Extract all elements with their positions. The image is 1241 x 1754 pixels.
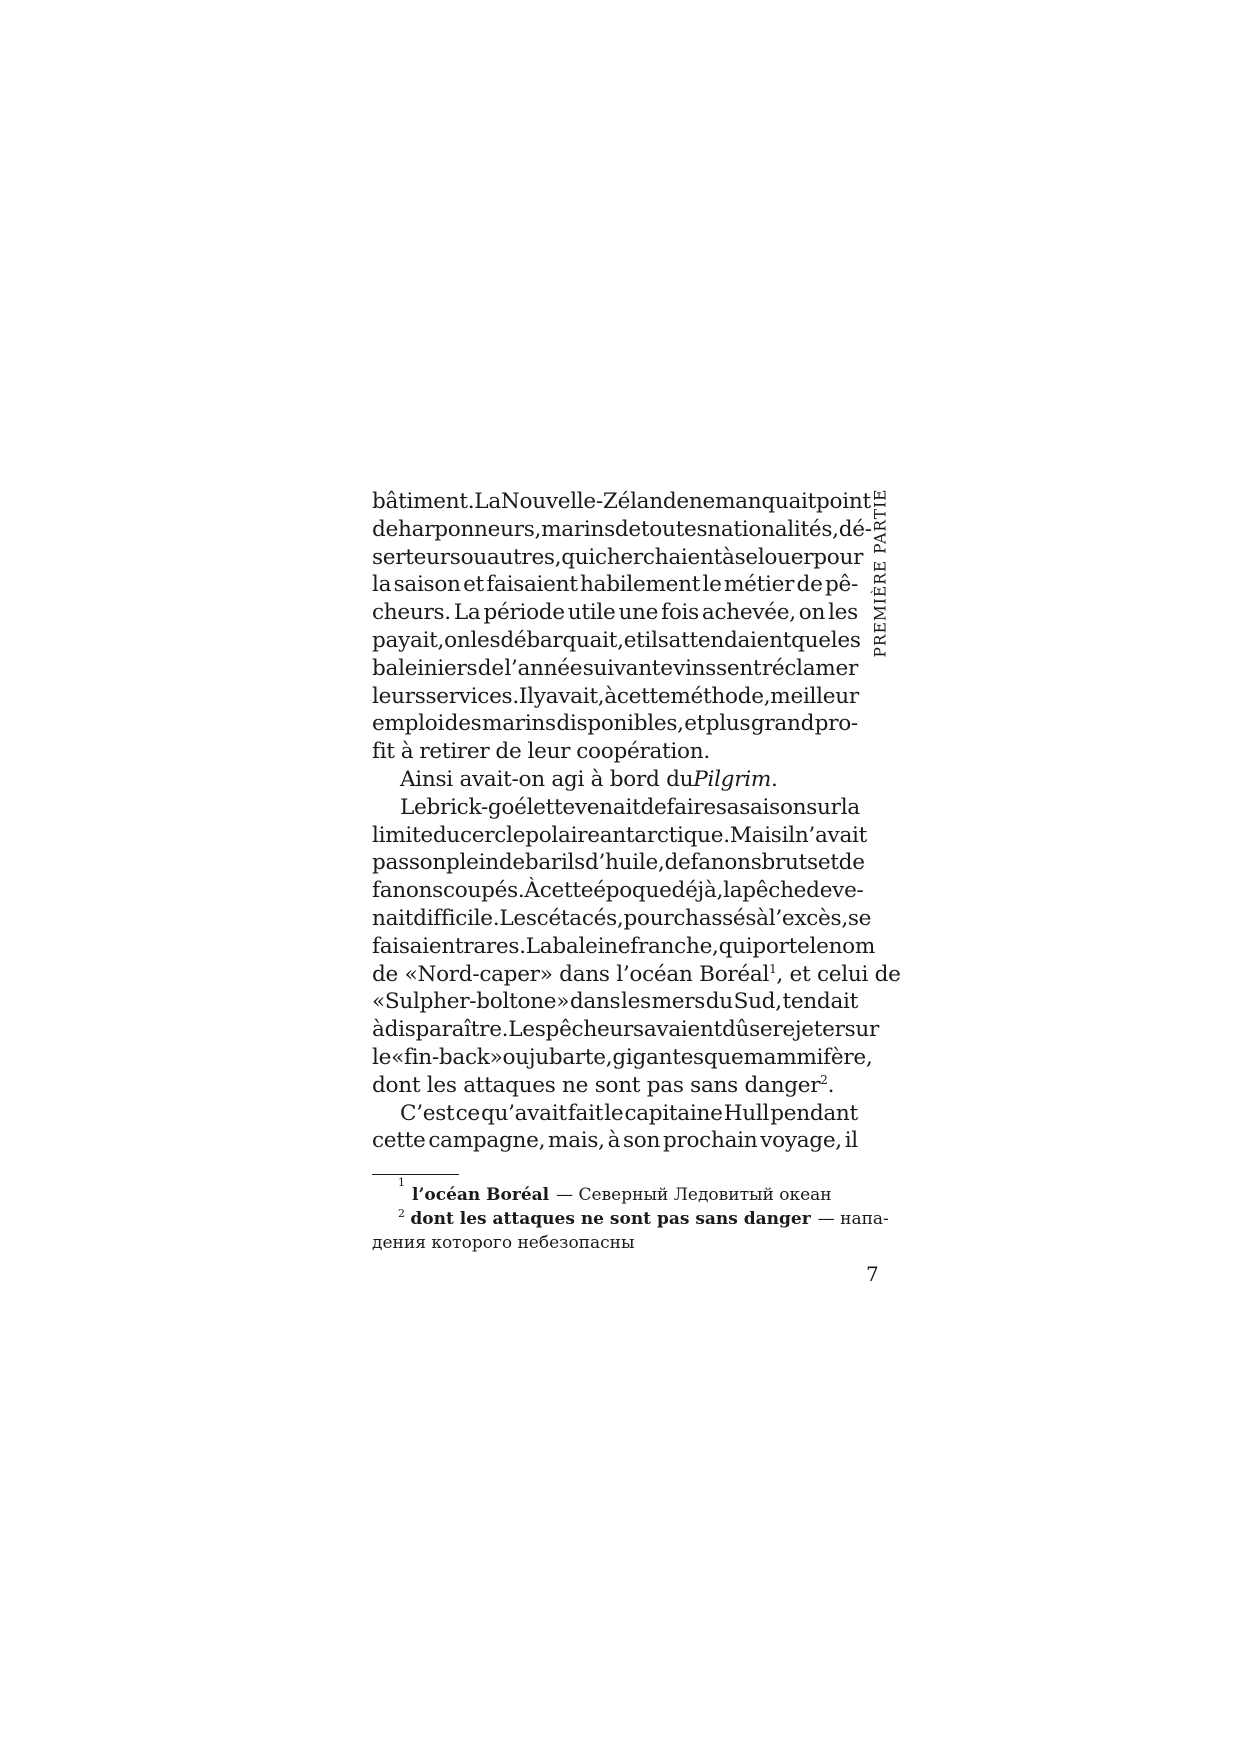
word: dé-	[838, 516, 872, 542]
word: emploi	[372, 711, 445, 737]
body-line-boreal	[372, 961, 901, 989]
word: ou	[460, 544, 487, 570]
word: difficile.	[413, 905, 500, 931]
word: fanons	[372, 878, 443, 904]
word: faisaient	[486, 572, 578, 598]
word: bâtiment.	[372, 489, 475, 514]
word: pêche	[742, 878, 807, 904]
word: «fin-back»	[391, 1044, 503, 1070]
word: y	[533, 683, 546, 709]
word: les	[621, 989, 651, 1015]
body-line	[372, 516, 872, 544]
running-head	[868, 488, 892, 658]
word: fois	[661, 600, 699, 626]
word: de	[498, 850, 525, 876]
word: attendaient	[668, 627, 792, 653]
word: jubarte,	[528, 1044, 613, 1070]
word: mammifère,	[743, 1044, 873, 1070]
word: nait	[372, 905, 414, 931]
word: Mais	[729, 822, 782, 848]
word: nationalités,	[707, 516, 839, 542]
word: n’avait	[794, 822, 868, 848]
paragraph-2	[372, 794, 876, 961]
word: porte	[752, 933, 810, 959]
word: pas	[372, 850, 409, 876]
body-line	[372, 627, 861, 655]
word: la	[372, 572, 392, 598]
body-line-pilgrim	[372, 766, 858, 794]
body-line	[372, 1016, 880, 1044]
word: Il	[518, 683, 534, 709]
body-line	[372, 933, 876, 961]
word: cette	[539, 878, 594, 904]
word: on	[798, 600, 826, 626]
word: cercle	[460, 822, 526, 848]
word: brick-goélette	[426, 794, 575, 820]
word: pêcheurs	[545, 1017, 644, 1043]
word: disponibles,	[556, 711, 684, 737]
word: avait,	[545, 683, 605, 709]
word: baleiniers	[372, 655, 478, 681]
footnote-2-continued	[372, 1231, 858, 1255]
word: avaient	[643, 1017, 722, 1043]
word: sur	[806, 794, 841, 820]
word: l’excès,	[768, 905, 848, 931]
word: harponneurs,	[398, 516, 542, 542]
word: campagne,	[428, 1128, 546, 1154]
footnote-2-term: dont les attaques ne sont pas sans danger	[410, 1209, 811, 1229]
footnote-1-number: 1	[398, 1176, 405, 1189]
word: disparaître.	[384, 1017, 509, 1043]
word: Les	[508, 1017, 546, 1043]
pilgrim-line-before: Ainsi avait-on agi à bord du	[400, 766, 694, 792]
body-line	[372, 794, 858, 822]
footnote-ref-2[interactable]: 2	[820, 1072, 828, 1087]
word: deve-	[806, 878, 864, 904]
body-line	[372, 905, 872, 933]
word: de	[664, 850, 691, 876]
word: faire	[666, 794, 716, 820]
word: que	[791, 627, 831, 653]
word: plein	[445, 850, 499, 876]
word: il	[844, 1128, 858, 1154]
word: son	[408, 850, 446, 876]
page-number: 7	[866, 1262, 879, 1286]
word: tendait	[782, 989, 858, 1015]
word: fanons	[690, 850, 762, 876]
word: plus	[705, 711, 751, 737]
word: à	[756, 905, 769, 931]
word: de	[838, 850, 865, 876]
word: nom	[828, 933, 876, 959]
word: autres,	[486, 544, 562, 570]
word: bruts	[761, 850, 818, 876]
word: déjà,	[671, 878, 724, 904]
word: marins	[541, 516, 615, 542]
word: le	[372, 1044, 392, 1070]
word: pour	[813, 544, 864, 570]
body-line	[372, 599, 858, 627]
paragraph-1	[372, 488, 872, 766]
body-line	[372, 488, 871, 516]
word: pourchassés	[623, 905, 757, 931]
word: vinssent	[673, 655, 762, 681]
body-line	[372, 571, 858, 599]
word: pro-	[814, 711, 858, 737]
footnote-1	[372, 1176, 858, 1207]
word: rares.	[463, 933, 526, 959]
word: de	[640, 794, 667, 820]
word: point	[816, 489, 871, 514]
word: saison	[393, 572, 461, 598]
word: de	[796, 572, 823, 598]
word: coopération.	[576, 739, 710, 765]
body-line	[372, 1100, 858, 1128]
word: marins	[482, 711, 556, 737]
word: méthode,	[670, 683, 771, 709]
word: services.	[425, 683, 519, 709]
word: et	[463, 572, 484, 598]
word: une	[618, 600, 659, 626]
word: époque	[593, 878, 672, 904]
word: son	[623, 1128, 661, 1154]
word: sur	[844, 1017, 880, 1043]
word: cétacés,	[536, 905, 624, 931]
word: à	[721, 544, 735, 570]
word: le	[702, 572, 722, 598]
word: saison	[739, 794, 807, 820]
footnote-2	[372, 1207, 889, 1231]
danger-line-text	[372, 1072, 834, 1100]
footnote-2-gloss-line2: дения которого небезопасны	[372, 1233, 635, 1253]
footnote-2-number: 2	[398, 1207, 405, 1220]
word: mais,	[548, 1128, 605, 1154]
pilgrim-italic: Pilgrim	[693, 766, 772, 792]
word: La	[474, 489, 501, 514]
word: venait	[574, 794, 641, 820]
word: cette	[616, 683, 671, 709]
body-line	[372, 822, 868, 850]
word: rejeter	[772, 1017, 845, 1043]
body-line	[372, 1044, 873, 1072]
word: le	[809, 933, 829, 959]
word: il	[781, 822, 795, 848]
word: qui	[561, 544, 596, 570]
word: meilleur	[770, 683, 859, 709]
word: on	[444, 627, 471, 653]
word: la	[723, 878, 743, 904]
word: limite	[372, 822, 433, 848]
word: de	[372, 516, 399, 542]
word: voyage,	[760, 1128, 842, 1154]
body-line	[372, 988, 858, 1016]
word: dans	[569, 989, 621, 1015]
word: À	[524, 878, 540, 904]
word: polaire	[525, 822, 600, 848]
word: se	[749, 1017, 773, 1043]
word: La	[453, 600, 481, 626]
body-line	[372, 738, 858, 766]
body-line	[372, 655, 858, 683]
footnote-2-gloss-line1: — напа-	[817, 1209, 889, 1229]
word: fit	[372, 739, 395, 765]
word: coupés.	[442, 878, 525, 904]
body-line	[372, 544, 864, 572]
footnote-ref-1[interactable]: 1	[769, 961, 777, 976]
word: l’année	[504, 655, 583, 681]
word: à	[372, 1017, 385, 1043]
danger-line-after: .	[827, 1072, 835, 1098]
word: ce	[455, 1100, 480, 1126]
word: à	[607, 1128, 621, 1154]
word: ne	[688, 489, 715, 514]
footnote-rule	[372, 1174, 459, 1175]
word: pendant	[770, 1100, 858, 1126]
word: Nouvelle-Zélande	[500, 489, 689, 514]
word: barils	[524, 850, 585, 876]
word: réclamer	[761, 655, 858, 681]
word: qu’avait	[480, 1100, 567, 1126]
word: antarctique.	[599, 822, 730, 848]
boreal-line-after: , et celui de	[776, 961, 901, 987]
word: des	[444, 711, 482, 737]
word: Hull	[723, 1100, 770, 1126]
word: C’est	[400, 1100, 455, 1126]
word: du	[705, 989, 733, 1015]
word: mers	[651, 989, 706, 1015]
word: fait	[567, 1100, 604, 1126]
word: Le	[400, 794, 427, 820]
word: louer	[757, 544, 814, 570]
word: prochain	[662, 1128, 758, 1154]
word: débarquait,	[500, 627, 624, 653]
word: de	[477, 655, 504, 681]
word: ils	[644, 627, 669, 653]
word: période	[483, 600, 565, 626]
word: cheurs.	[372, 600, 451, 626]
word: serteurs	[372, 544, 461, 570]
body-line	[372, 849, 865, 877]
word: cette	[372, 1128, 426, 1154]
word: ou	[502, 1044, 529, 1070]
word: faisaient	[372, 933, 464, 959]
word: la	[840, 794, 860, 820]
word: de	[495, 739, 522, 765]
word: suivante	[582, 655, 673, 681]
body-line-danger	[372, 1072, 858, 1100]
word: habilement	[580, 572, 701, 598]
word: manquait	[714, 489, 817, 514]
paragraph-3	[372, 1100, 858, 1156]
word: sa	[715, 794, 740, 820]
word: à	[604, 683, 617, 709]
boreal-line-before: de «Nord-caper» dans l’océan Boréal	[372, 961, 770, 987]
word: grand	[750, 711, 815, 737]
word: dû	[721, 1017, 750, 1043]
pilgrim-line-text	[400, 766, 778, 794]
word: et	[817, 850, 839, 876]
body-line	[372, 877, 864, 905]
word: payait,	[372, 627, 445, 653]
word: retirer	[419, 739, 490, 765]
word: toutes	[640, 516, 708, 542]
word: cherchaient	[595, 544, 722, 570]
danger-line-before: dont les attaques ne sont pas sans danger	[372, 1072, 821, 1098]
word: métier	[724, 572, 795, 598]
word: Les	[499, 905, 537, 931]
word: se	[847, 905, 872, 931]
pilgrim-line-after: .	[771, 766, 778, 792]
footnote-1-gloss: — Северный Ледовитый океан	[556, 1185, 832, 1205]
paragraph-2-continued	[372, 988, 880, 1071]
word: les	[470, 627, 501, 653]
word: et	[684, 711, 706, 737]
word: du	[432, 822, 460, 848]
word: leur	[527, 739, 571, 765]
word: achevée,	[701, 600, 796, 626]
word: Sud,	[733, 989, 782, 1015]
word: d’huile,	[584, 850, 665, 876]
body-line	[372, 1127, 858, 1155]
word: le	[604, 1100, 624, 1126]
word: «Sulpher-boltone»	[372, 989, 570, 1015]
word: de	[614, 516, 641, 542]
word: utile	[567, 600, 616, 626]
word: leurs	[372, 683, 426, 709]
word: baleine	[552, 933, 631, 959]
word: capitaine	[624, 1100, 723, 1126]
word: pê-	[824, 572, 858, 598]
word: gigantesque	[612, 1044, 744, 1070]
word: les	[828, 600, 858, 626]
boreal-line-text	[372, 961, 901, 989]
body-line	[372, 683, 858, 711]
word: La	[525, 933, 553, 959]
footnote-1-term: l’océan Boréal	[412, 1185, 550, 1205]
word: se	[734, 544, 758, 570]
word: et	[623, 627, 645, 653]
running-head-text: PREMIÈRE PARTIE	[871, 488, 890, 658]
word: les	[830, 627, 861, 653]
body-line	[372, 710, 858, 738]
footnotes	[372, 1176, 889, 1255]
word: qui	[718, 933, 753, 959]
word: franche,	[630, 933, 719, 959]
word: à	[400, 739, 414, 765]
footnote-2-lead	[398, 1207, 811, 1231]
